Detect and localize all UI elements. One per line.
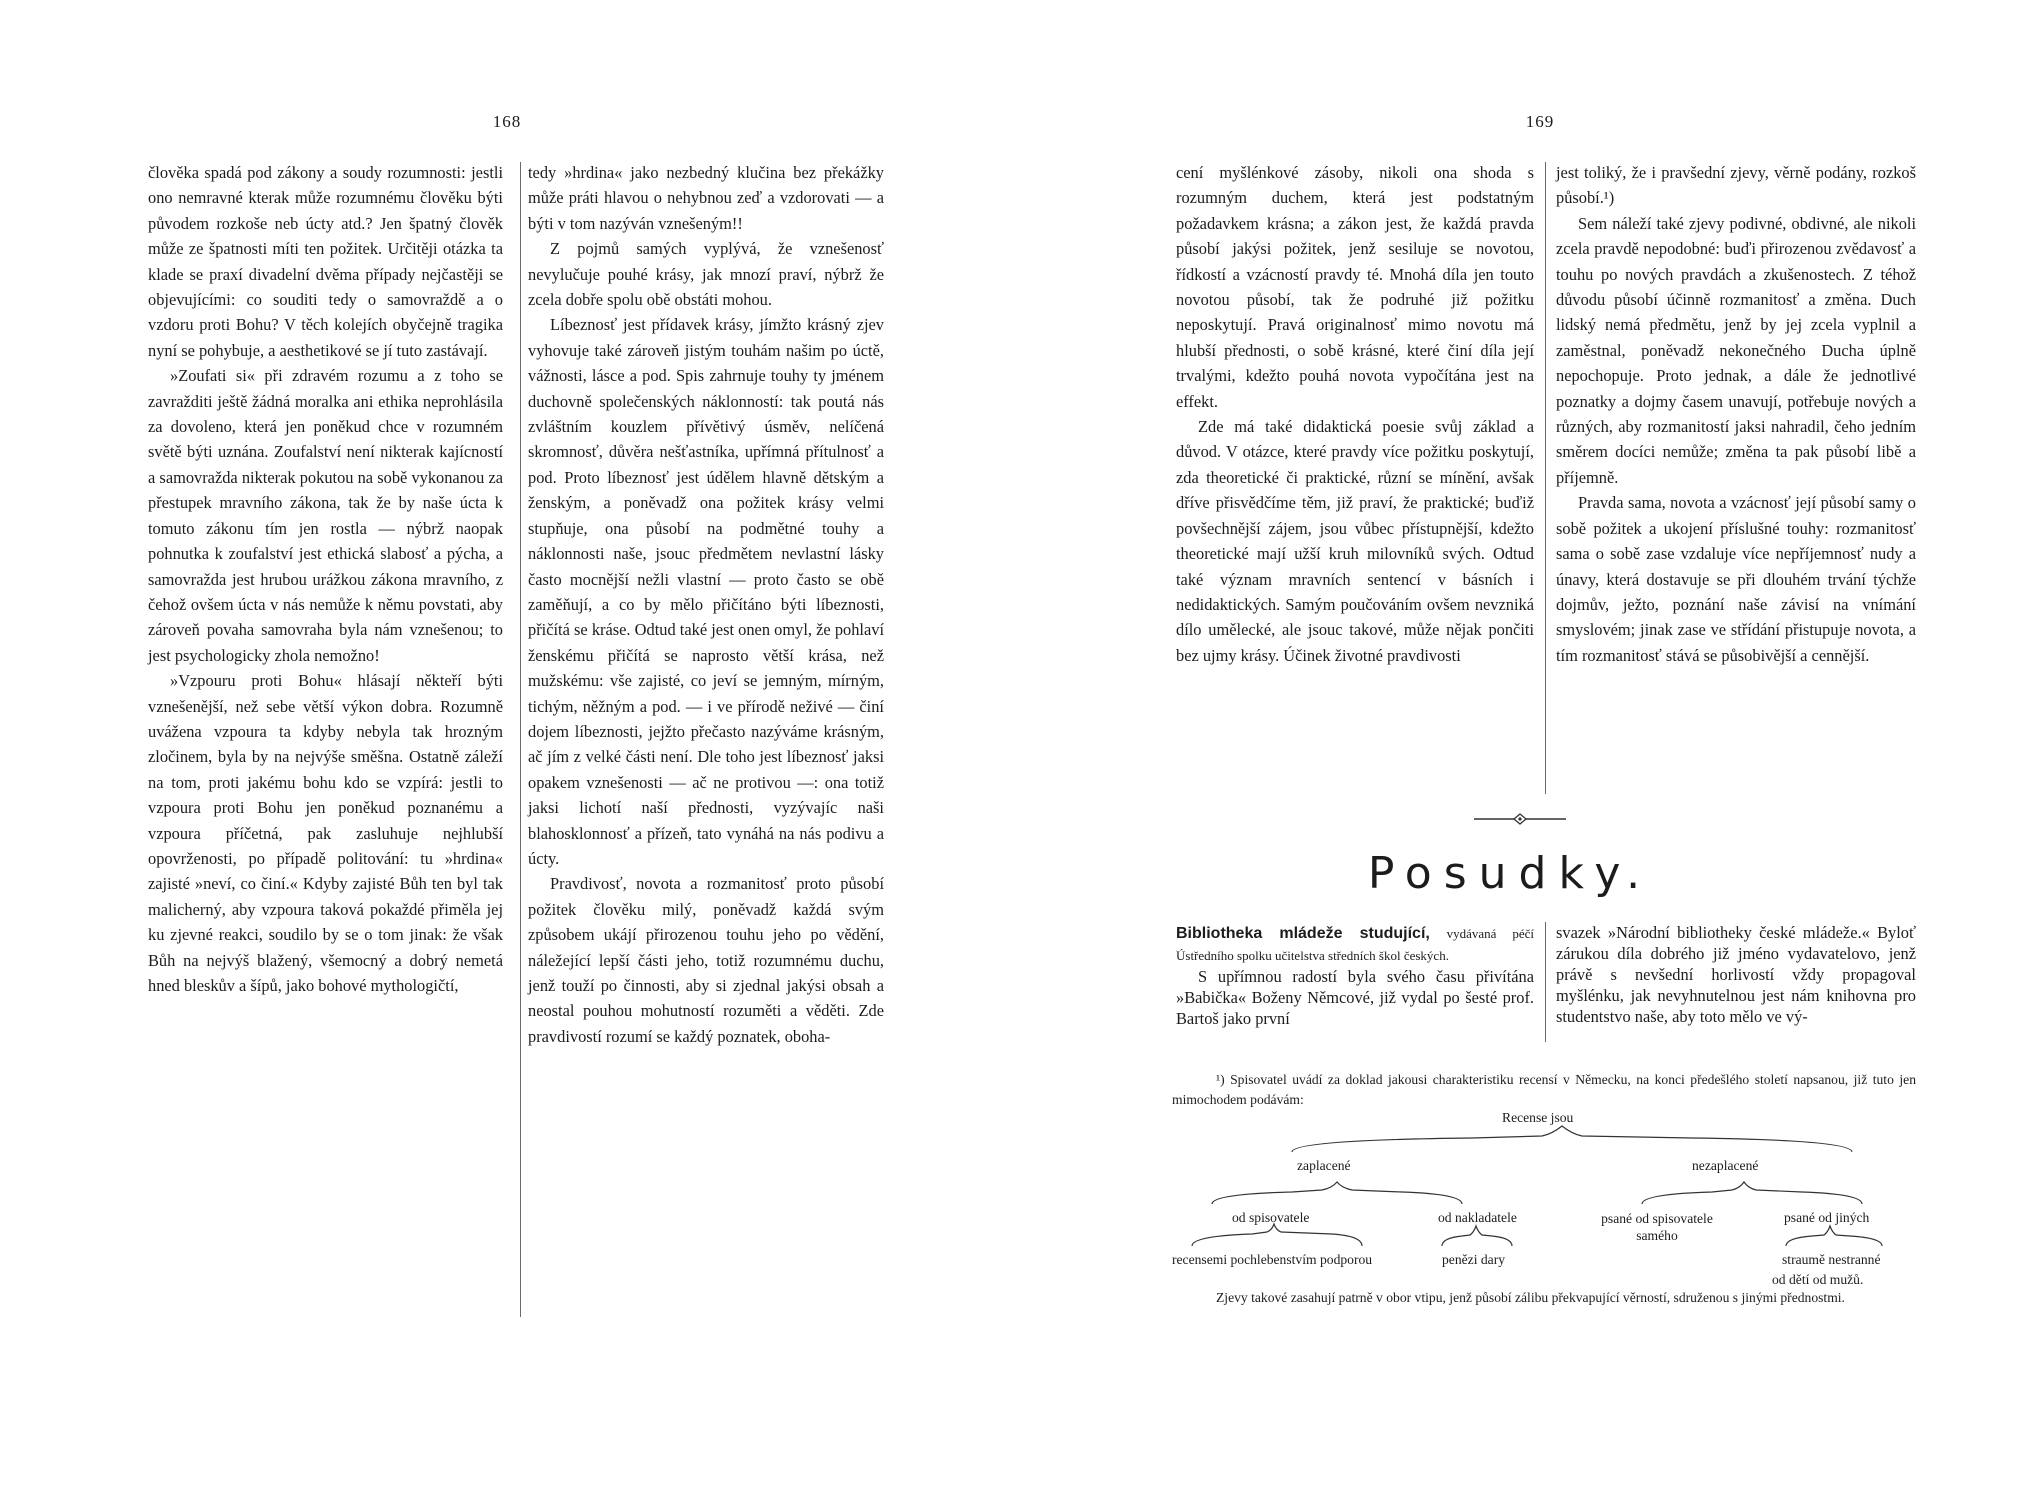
tree-node: recensemi pochlebenstvím podporou bbox=[1172, 1252, 1373, 1267]
paragraph: tedy »hrdina« jako nezbedný klučina bez překážky může práti hlavou o nehybnou zeď a vzdorovati — a býti v tom nazýván vznešeným!! bbox=[528, 163, 884, 233]
right-page-column-2 bbox=[1556, 160, 1916, 668]
right-page-column-1 bbox=[1176, 160, 1534, 668]
column-divider bbox=[1545, 162, 1546, 794]
left-page-column-1 bbox=[148, 160, 503, 998]
review-column-2 bbox=[1556, 922, 1916, 1027]
paragraph: jest toliký, že i pravšední zjevy, věrně podány, rozkoš působí.¹) bbox=[1556, 163, 1916, 208]
tree-node: psané od spisovatele samého bbox=[1601, 1211, 1713, 1243]
review-text: svazek »Národní bibliotheky české mládeže.« Byloť zárukou díla dobrého již jméno vydavatelovo, jenž právě s nevšední horlivostí vždy propagoval myšlénku, jak nevyhnutelnou jest nám knihovna pro studentstvo naše, aby toto mělo ve vý- bbox=[1556, 923, 1916, 1026]
page-number-right: 169 bbox=[1525, 112, 1555, 131]
ornament-divider-icon bbox=[1470, 812, 1570, 826]
column-divider bbox=[520, 162, 521, 1317]
footnote-text: ¹) Spisovatel uvádí za doklad jakousi charakteristiku recensí v Německu, na konci předešlého století napsanou, již tuto jen mimochodem podávám: bbox=[1172, 1072, 1916, 1107]
tree-node: nezaplacené bbox=[1692, 1158, 1759, 1173]
tree-node: od spisovatele bbox=[1232, 1210, 1310, 1225]
review-text: S upřímnou radostí byla svého času přivítána »Babička« Boženy Němcové, již vydal po šesté prof. Bartoš jako první bbox=[1176, 967, 1534, 1028]
paragraph: Líbeznosť jest přídavek krásy, jímžto krásný zjev vyhovuje také zároveň jistým touhám našim po úctě, vážnosti, lásce a pod. Spis zahrnuje touhy ty jménem duchovně společenských náklonností: tak poutá nás zvláštním kouzlem přívětivý úsměv, nelíčená skromnosť, důvěra nešťastníka, upřímná přítulnosť a pod. Proto líbeznosť jest údělem hlavně dětským a ženským, a poněvadž ona požitek krásy velmi stupňuje, ona působí na podmětné touhy a náklonnosti naše, jsouc předmětem nevlastní lásky často mocnější nežli vlastní — proto často se obě zaměňují, a co by mělo přičítáno býti líbeznosti, přičítá se kráse. Odtud také jest onen omyl, že pohlaví ženskému přičítá se naprosto větší krása, než mužskému: vše zajisté, co jeví se jemným, mírným, tichým, něžným a pod. — i ve přírodě neživé — činí dojem líbeznosti, jejžto přečasto nazýváme krásným, ač jím z velké části není. Dle toho jest líbeznosť jaksi opakem vznešenosti — ač ne protivou —: ona totiž jaksi lichotí naší přednosti, vyzývajíc naši blahosklonnosť a přízeň, tato vynáhá na nás podivu a úcty. bbox=[528, 315, 884, 868]
paragraph: Z pojmů samých vyplývá, že vznešenosť nevylučuje pouhé krásy, jak mnozí praví, nýbrž že zcela dobře spolu obě obstáti mohou. bbox=[528, 239, 884, 310]
paragraph: »Zoufati si« při zdravém rozumu a z toho se zavražditi ještě žádná moralka ani ethika neprohlásila za dovoleno, která jen poněkud chce v rozumném světě býti uznána. Zoufalství není nikterak kajícností a samovražda nikterak pokutou na sobě vykonanou za přestupek mravního zákona, tak že by naše úcta k tomuto zákonu tím jen rostla — nýbrž naopak pohnutka k zoufalství jest ethická slabosť a pýcha, a samovražda jest hrubou urážkou zákona mravního, z čehož ovšem úcta v nás nemůže k němu povstati, aby zároveň povaha samovraha byla nám vznešenou; to jest psychologicky zhola nemožno! bbox=[148, 366, 503, 665]
section-heading: Posudky. bbox=[1367, 848, 1653, 899]
recense-tree-diagram bbox=[1172, 1108, 1916, 1288]
tree-node: zaplacené bbox=[1297, 1158, 1351, 1173]
tree-node: penězi dary bbox=[1442, 1252, 1506, 1267]
review-book-title: Bibliotheka mládeže studující, bbox=[1176, 925, 1430, 942]
page-number-left: 168 bbox=[492, 112, 522, 131]
paragraph: »Vzpouru proti Bohu« hlásají někteří býti vznešenější, než sebe větší výkon dobra. Rozumně uvážena vzpoura ta kdyby nebyla tak hrozným zločinem, byla by na nejvýše směšna. Ostatně záleží na tom, proti jakému bohu kdo se vzpírá: jestli to vzpoura proti Bohu jen poněkud poznanému a vzpoura příčetná, pak zasluhuje nejhlubší opovrženosti, po případě politování: tu »hrdina« zajisté »neví, co činí.« Kdyby zajisté Bůh ten byl tak malicherný, aby vzpoura taková pokaždé přiměla jej ku zjevné reakci, soudilo by se o tom jinak: že však Bůh na nejvýš blažený, všemocný a dobrý nemetá hned bleskův a šípů, jako bohové mythologičtí, bbox=[148, 671, 503, 995]
column-divider bbox=[1545, 922, 1546, 1042]
tree-root: Recense jsou bbox=[1502, 1110, 1574, 1125]
paragraph: Pravda sama, novota a vzácnosť její působí samy o sobě požitek a ukojení příslušné touhy: rozmanitosť sama o sobě zase vzdaluje více nepříjemnosť nudy a únavy, která dostavuje se při dlouhém trvání týchže dojmův, ježto, poznání naše závisí na vnímání smyslovém; jinak zase ve střídání přistupuje novota, a tím rozmanitosť stává se působivější a cennější. bbox=[1556, 493, 1916, 665]
review-publisher: vydávaná péčí Ústředního spolku učitelstva středních škol českých. bbox=[1176, 926, 1534, 963]
closing-text: Zjevy takové zasahují patrně v obor vtipu, jenž působí zálibu překvapující věrností, sdruženou s jinými přednostmi. bbox=[1216, 1290, 1845, 1305]
paragraph: Sem náleží také zjevy podivné, obdivné, ale nikoli zcela pravdě nepodobné: buďi přirozenou zvědavosť a touhu po nových pravdách a zkušenostech. Z téhož důvodu působí účinně rozmanitosť a změna. Duch lidský nemá předmětu, jenž by jej zcela vyplnil a zaměstnal, poněvadž nekonečného Ducha úplně nepochopuje. Proto jednak, a dále že jednotlivé poznatky a dojmy časem unavují, potřebuje nových a různých, aby rozmanitostí jaksi nahradil, čeho jedním směrem docíci nemůže; změna ta pak působí libě a příjemně. bbox=[1556, 213, 1916, 487]
closing-note bbox=[1172, 1288, 1916, 1308]
tree-node: od dětí od mužů. bbox=[1772, 1272, 1864, 1287]
paragraph: Zde má také didaktická poesie svůj základ a důvod. V otázce, které pravdy více požitku poskytují, zda theoretické či praktické, různí se mínění, avšak dříve přisvědčíme těm, již praví, že praktické; buďiž povšechnější zájem, jsou vůbec přístupnější, kdežto theoretické mají užší kruh milovníků svých. Odtud také význam mravních sentencí v básních i nedidaktických. Samým poučováním ovšem nevzniká dílo umělecké, ale jsouc takové, může nějak pončiti bez ujmy krásy. Účinek životné pravdivosti bbox=[1176, 417, 1534, 665]
footnote bbox=[1172, 1070, 1916, 1110]
paragraph: cení myšlénkové zásoby, nikoli ona shoda s rozumným duchem, která jest podstatným požadavkem krásna; a zákon jest, že každá pravda působí jakýsi požitek, jenž sesiluje se novotou, řídkostí a vzácností pravdy té. Mnohá díla jen touto novotou působí, tak že podruhé již požitku neposkytují. Pravá originalnosť mimo novotu má hlubší přednosti, o sobě krásné, které činí díla její trvalými, kdežto pouhá novota vypočítána jest na effekt. bbox=[1176, 163, 1534, 411]
tree-node: straumě nestranné bbox=[1782, 1252, 1881, 1267]
paragraph: člověka spadá pod zákony a soudy rozumnosti: jestli ono nemravné kterak může rozumnému člověku býti původem rozkoše neb úcty atd.? Jen špatný člověk může ze špatnosti míti ten požitek. Určitěji otázka ta klade se praxí divadelní dvěma případy nejčastěji se objevujícími: co souditi tedy o samovraždě a o vzdoru proti Bohu? V těch kolejích obyčejně tragika nyní se pohybuje, a aesthetikové se jí tuto zastávají. bbox=[148, 163, 503, 360]
paragraph: Pravdivosť, novota a rozmanitosť proto působí požitek člověku milý, poněvadž každá svým způsobem ukájí přirozenou touhu jeho po vědění, náležející lepší části jeho, totiž rozumnému duchu, jenž touží po činnosti, aby si zjednal jakýsi obsah a neostal pouhou mohutností rozuměti a věděti. Zde pravdivostí rozumí se každý poznatek, oboha- bbox=[528, 874, 884, 1046]
review-column-1 bbox=[1176, 922, 1534, 1029]
left-page-column-2 bbox=[528, 160, 884, 1049]
tree-node: od nakladatele bbox=[1438, 1210, 1517, 1225]
tree-node: psané od jiných bbox=[1784, 1210, 1870, 1225]
